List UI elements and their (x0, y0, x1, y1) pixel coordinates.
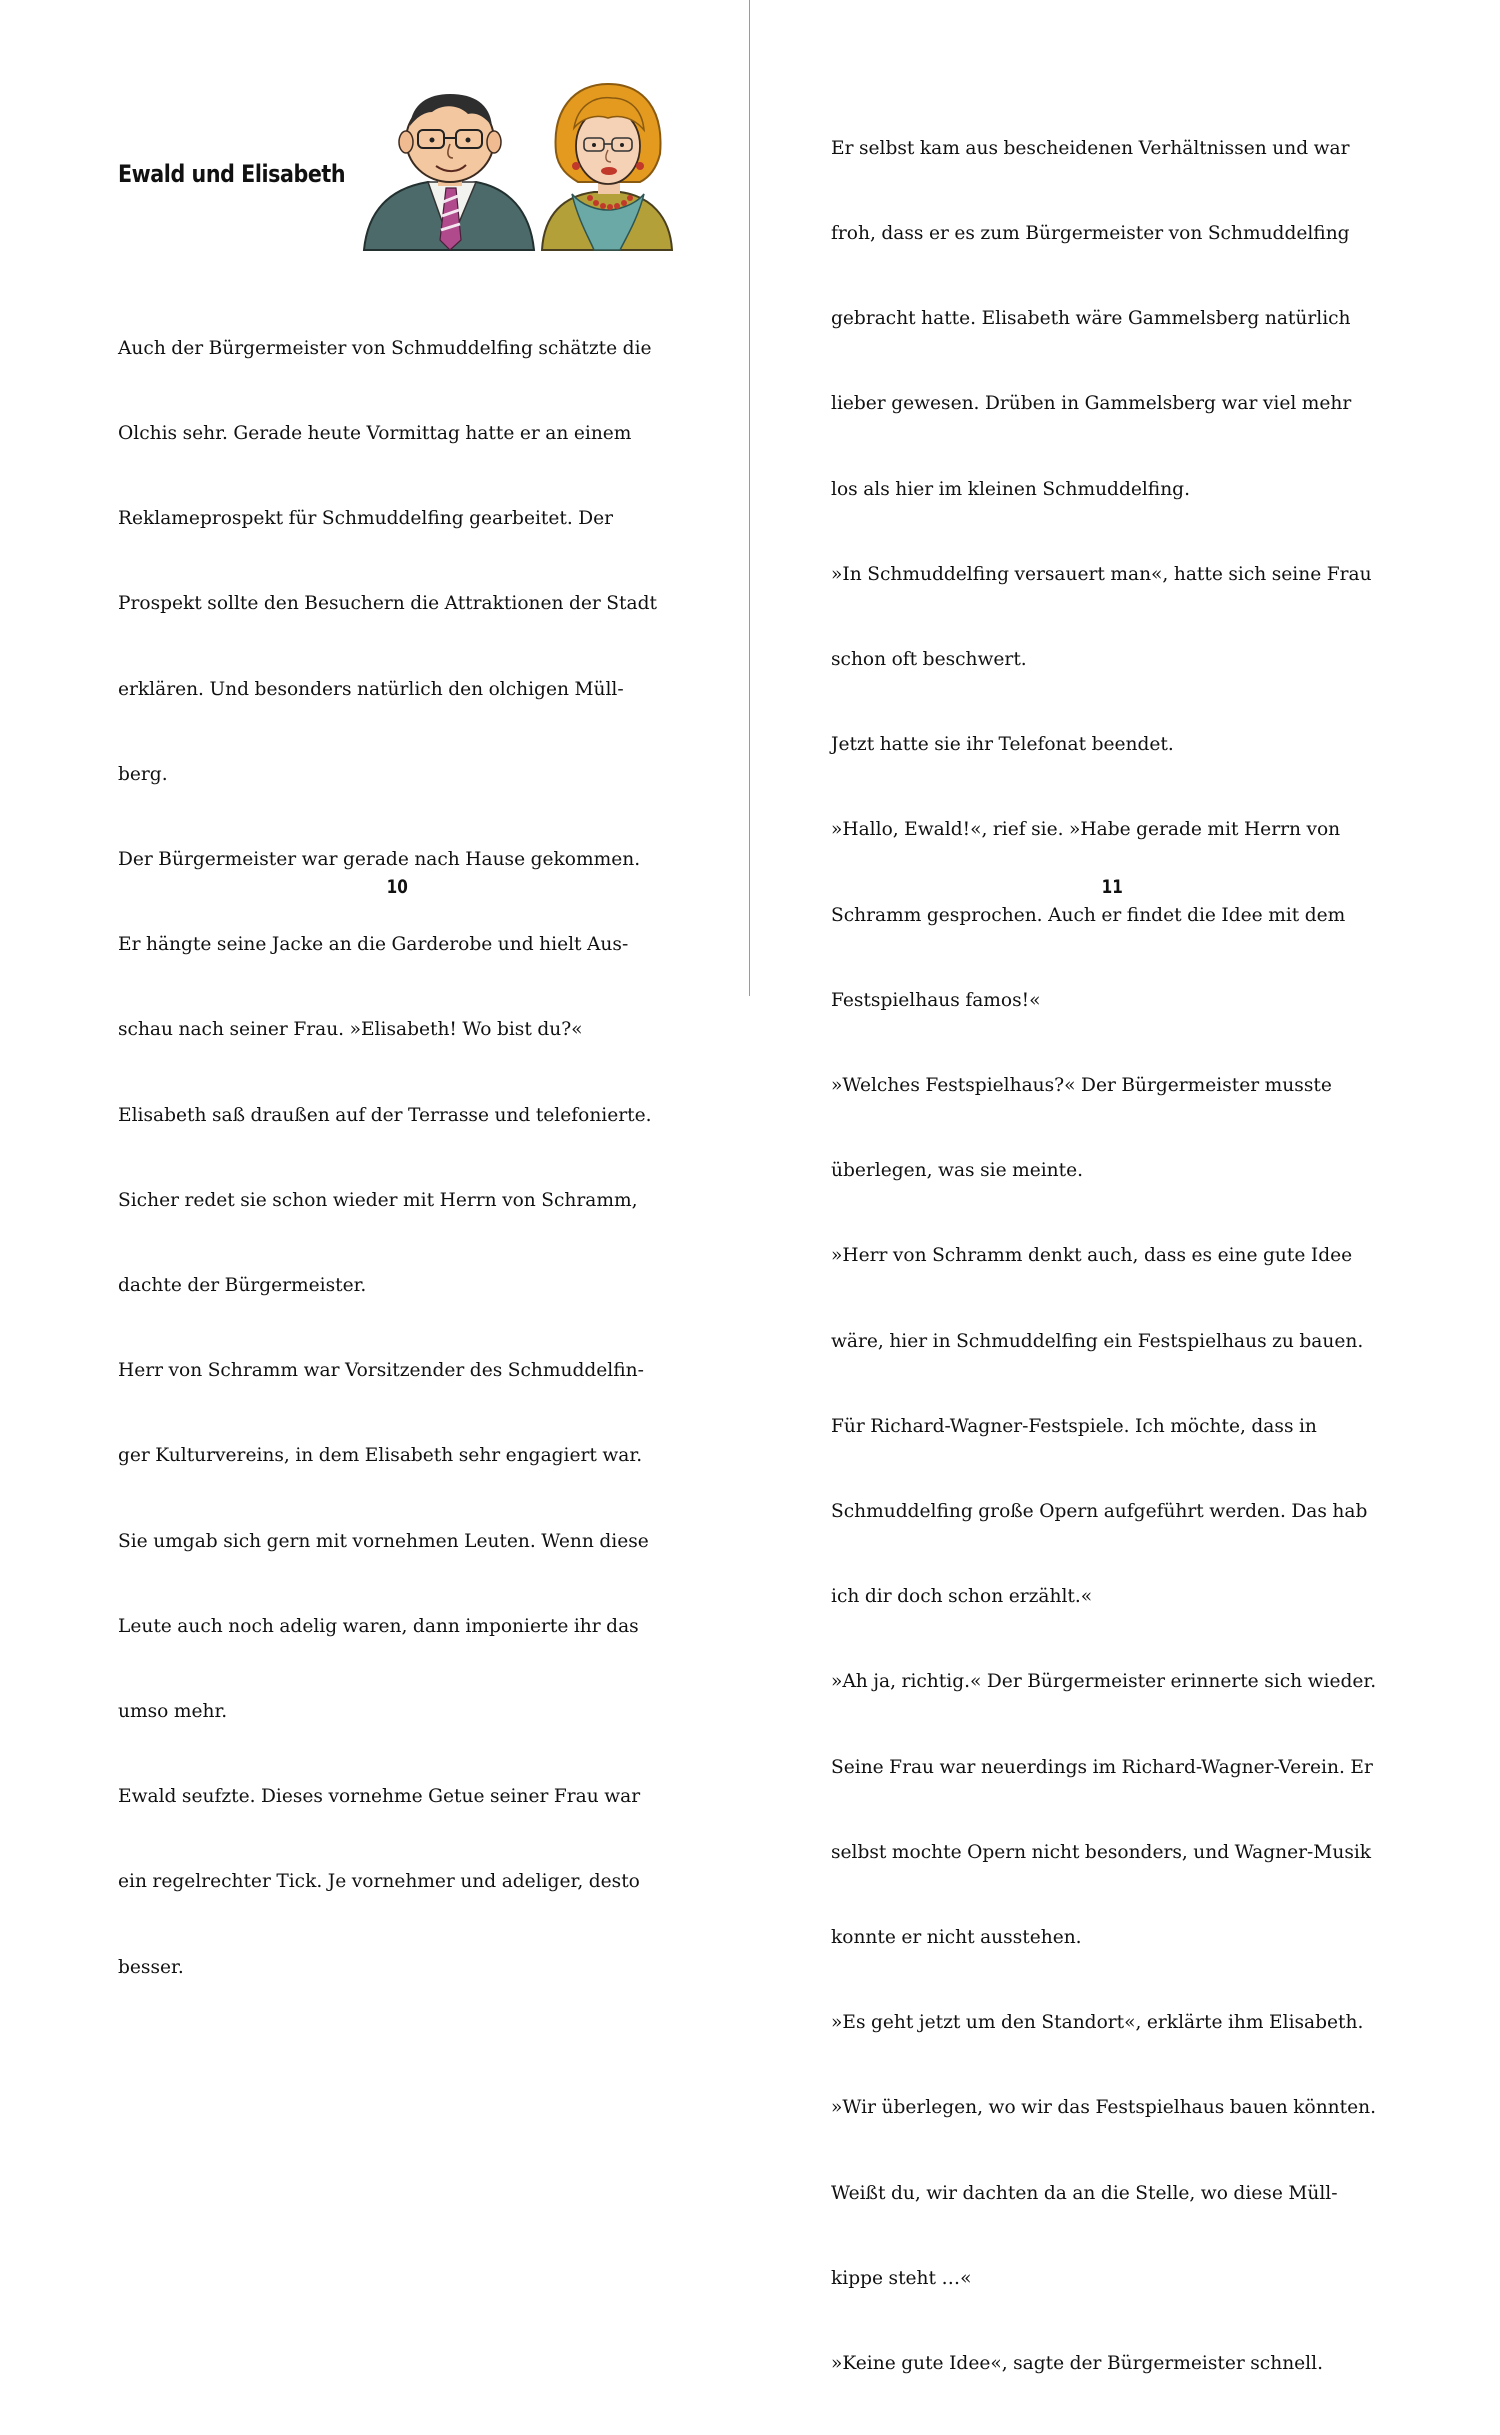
text-line: Leute auch noch adelig waren, dann imponierte ihr das (118, 1615, 639, 1637)
text-line: erklären. Und besonders natürlich den olchigen Müll- (118, 678, 624, 700)
left-page (0, 0, 749, 1978)
text-line: Elisabeth saß draußen auf der Terrasse und telefonierte. (118, 1104, 652, 1126)
text-line: Jetzt hatte sie ihr Telefonat beendet. (831, 734, 1174, 756)
text-line: »Keine gute Idee«, sagte der Bürgermeister schnell. (831, 2353, 1323, 2375)
text-line: gebracht hatte. Elisabeth wäre Gammelsberg natürlich (831, 308, 1351, 330)
text-line: »Wir überlegen, wo wir das Festspielhaus bauen könnten. (831, 2097, 1377, 2119)
text-line: »Welches Festspielhaus?« Der Bürgermeister musste (831, 1075, 1332, 1097)
text-line: Festspielhaus famos!« (831, 989, 1041, 1011)
text-line: Für Richard-Wagner-Festspiele. Ich möchte, dass in (831, 1415, 1317, 1437)
text-line: wäre, hier in Schmuddelfing ein Festspielhaus zu bauen. (831, 1330, 1364, 1352)
text-line: Der Bürgermeister war gerade nach Hause gekommen. (118, 849, 641, 871)
text-line: »Hallo, Ewald!«, rief sie. »Habe gerade mit Herrn von (831, 819, 1341, 841)
text-line: schon oft beschwert. (831, 649, 1027, 671)
text-line: berg. (118, 763, 168, 785)
text-line: ich dir doch schon erzählt.« (831, 1586, 1093, 1608)
text-line: lieber gewesen. Drüben in Gammelsberg war viel mehr (831, 393, 1352, 415)
text-line: Herr von Schramm war Vorsitzender des Schmuddelfin- (118, 1360, 644, 1382)
text-line: umso mehr. (118, 1701, 228, 1723)
ewald-elisabeth-illustration (358, 70, 678, 260)
text-line: Reklameprospekt für Schmuddelfing gearbeitet. Der (118, 508, 614, 530)
right-page (750, 0, 1500, 2375)
text-line: Sie umgab sich gern mit vornehmen Leuten. Wenn diese (118, 1530, 649, 1552)
page-number-left: 10 (386, 876, 408, 898)
text-line: »Herr von Schramm denkt auch, dass es eine gute Idee (831, 1245, 1353, 1267)
text-line: »Ah ja, richtig.« Der Bürgermeister erinnerte sich wieder. (831, 1671, 1377, 1693)
text-line: »In Schmuddelfing versauert man«, hatte sich seine Frau (831, 563, 1372, 585)
text-line: Prospekt sollte den Besuchern die Attraktionen der Stadt (118, 593, 657, 615)
left-page-text (118, 278, 657, 2039)
text-line: schau nach seiner Frau. »Elisabeth! Wo bist du?« (118, 1019, 583, 1041)
text-line: »Es geht jetzt um den Standort«, erklärte ihm Elisabeth. (831, 2012, 1364, 2034)
text-line: Er selbst kam aus bescheidenen Verhältnissen und war (831, 137, 1350, 159)
text-line: besser. (118, 1956, 184, 1978)
text-line: überlegen, was sie meinte. (831, 1160, 1084, 1182)
text-line: Schmuddelfing große Opern aufgeführt werden. Das hab (831, 1501, 1368, 1523)
text-line: Er hängte seine Jacke an die Garderobe und hielt Aus- (118, 934, 629, 956)
text-line: ein regelrechter Tick. Je vornehmer und adeliger, desto (118, 1871, 640, 1893)
chapter-title: Ewald und Elisabeth (118, 160, 346, 188)
text-line: Sicher redet sie schon wieder mit Herrn von Schramm, (118, 1189, 638, 1211)
text-line: Schramm gesprochen. Auch er findet die Idee mit dem (831, 904, 1346, 926)
text-line: Auch der Bürgermeister von Schmuddelfing schätzte die (118, 337, 652, 359)
text-line: konnte er nicht ausstehen. (831, 1927, 1082, 1949)
text-line: froh, dass er es zum Bürgermeister von Schmuddelfing (831, 223, 1350, 245)
text-line: ger Kulturvereins, in dem Elisabeth sehr engagiert war. (118, 1445, 643, 1467)
text-line: Seine Frau war neuerdings im Richard-Wagner-Verein. Er (831, 1756, 1373, 1778)
text-line: kippe steht …« (831, 2267, 972, 2289)
page-number-right: 11 (1101, 876, 1123, 898)
right-page-text (831, 78, 1376, 2435)
text-line: selbst mochte Opern nicht besonders, und Wagner-Musik (831, 1841, 1372, 1863)
text-line: Olchis sehr. Gerade heute Vormittag hatte er an einem (118, 423, 632, 445)
text-line: dachte der Bürgermeister. (118, 1275, 367, 1297)
text-line: los als hier im kleinen Schmuddelfing. (831, 478, 1190, 500)
text-line: Weißt du, wir dachten da an die Stelle, wo diese Müll- (831, 2182, 1338, 2204)
text-line: Ewald seufzte. Dieses vornehme Getue seiner Frau war (118, 1786, 641, 1808)
